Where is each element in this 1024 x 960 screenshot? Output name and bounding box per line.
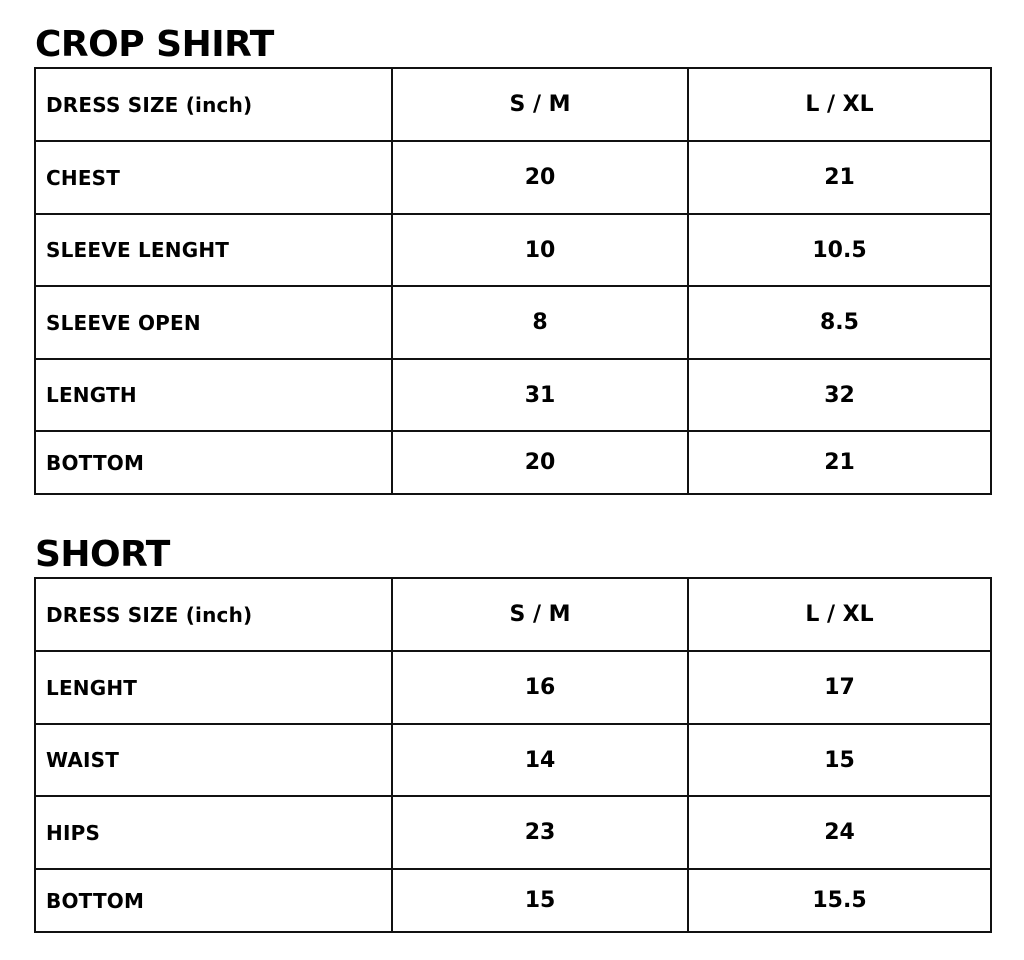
value-s-m: 16	[392, 651, 688, 724]
header-s-m: S / M	[392, 578, 688, 651]
value-l-xl: 21	[688, 141, 991, 214]
header-l-xl: L / XL	[688, 68, 991, 141]
table-row	[35, 359, 991, 431]
value-l-xl: 24	[688, 796, 991, 869]
table-row	[35, 141, 991, 214]
value-s-m: 15	[392, 869, 688, 932]
table-row	[35, 286, 991, 359]
short-title: SHORT	[35, 534, 170, 575]
crop-shirt-title: CROP SHIRT	[35, 24, 274, 65]
row-label: BOTTOM	[35, 431, 392, 494]
value-l-xl: 8.5	[688, 286, 991, 359]
table-row	[35, 724, 991, 796]
row-label: LENGHT	[35, 651, 392, 724]
value-s-m: 31	[392, 359, 688, 431]
header-s-m: S / M	[392, 68, 688, 141]
table-header-row	[35, 578, 991, 651]
value-l-xl: 15.5	[688, 869, 991, 932]
value-s-m: 23	[392, 796, 688, 869]
table-row	[35, 431, 991, 494]
row-label: LENGTH	[35, 359, 392, 431]
row-label: HIPS	[35, 796, 392, 869]
row-label: SLEEVE OPEN	[35, 286, 392, 359]
table-row	[35, 796, 991, 869]
value-s-m: 10	[392, 214, 688, 286]
value-s-m: 14	[392, 724, 688, 796]
table-row	[35, 214, 991, 286]
header-dress-size: DRESS SIZE (inch)	[35, 68, 392, 141]
header-l-xl: L / XL	[688, 578, 991, 651]
table-row	[35, 869, 991, 932]
value-s-m: 20	[392, 431, 688, 494]
row-label: SLEEVE LENGHT	[35, 214, 392, 286]
row-label: BOTTOM	[35, 869, 392, 932]
table-header-row	[35, 68, 991, 141]
value-l-xl: 32	[688, 359, 991, 431]
header-dress-size: DRESS SIZE (inch)	[35, 578, 392, 651]
row-label: CHEST	[35, 141, 392, 214]
value-l-xl: 15	[688, 724, 991, 796]
row-label: WAIST	[35, 724, 392, 796]
value-l-xl: 10.5	[688, 214, 991, 286]
value-l-xl: 21	[688, 431, 991, 494]
short-size-table	[34, 577, 992, 933]
table-row	[35, 651, 991, 724]
crop-shirt-size-table	[34, 67, 992, 495]
value-l-xl: 17	[688, 651, 991, 724]
value-s-m: 8	[392, 286, 688, 359]
value-s-m: 20	[392, 141, 688, 214]
